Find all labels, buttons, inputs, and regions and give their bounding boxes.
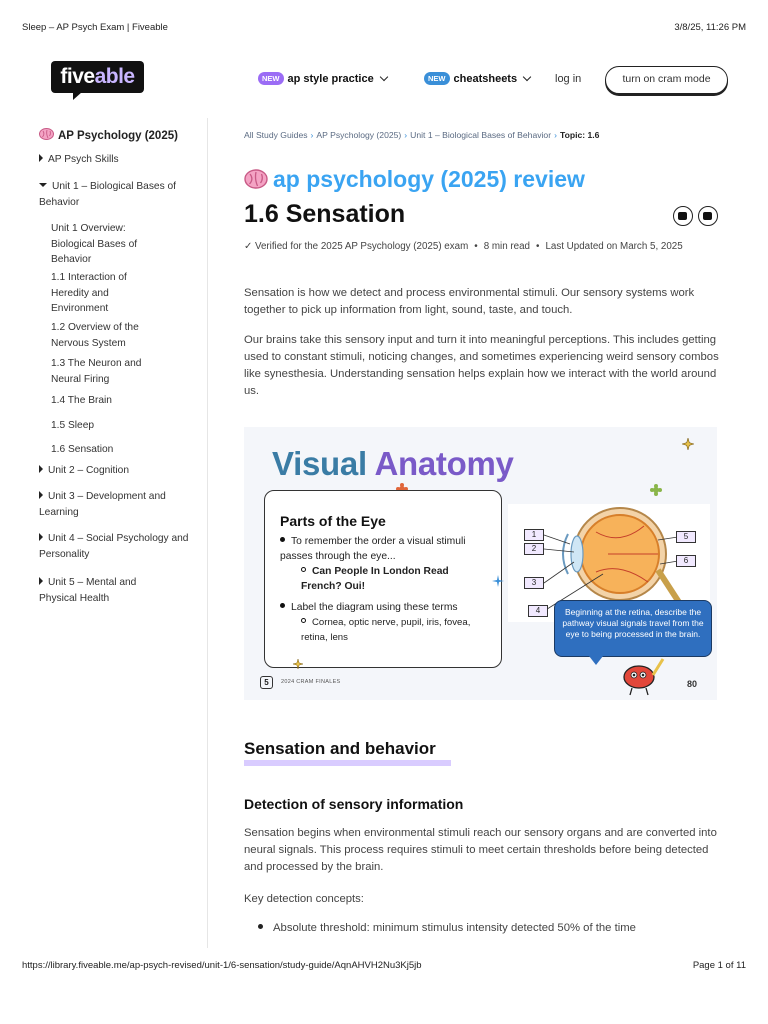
sidebar-item-label: 1.3 The Neuron and Neural Firing [51,358,142,385]
bullet-circle [301,567,306,572]
sidebar-item-label: 1.2 Overview of the Nervous System [51,322,139,349]
logo-text-five: five [60,65,95,88]
section-paragraph-1: Sensation begins when environmental stimuli reach our sensory organs and are converted into neural signals. This process requires stimuli to meet certain thresholds before being detected and processed by the brain. [244,827,717,873]
sidebar-item-1-1[interactable] [51,270,161,317]
intro-paragraph-1: Sensation is how we detect and process environmental stimuli. Our sensory systems work together to pick up information from light, sound, taste, and touch. [244,287,695,316]
visual-anatomy-figure [244,427,717,700]
sidebar-item-label: Unit 4 – Social Psychology and Personality [39,533,189,560]
heading-highlight [244,760,451,766]
section-heading: Sensation and behavior [244,739,436,758]
subject-label: ap psychology (2025) review [273,166,585,192]
sidebar-item-label: Unit 1 Overview: Biological Bases of Behavior [51,223,138,265]
downvote-button[interactable] [698,206,718,226]
diagram-label: 2 [524,543,544,555]
sidebar-item-unit4[interactable] [39,531,199,562]
sidebar-item-label: Unit 5 – Mental and Physical Health [39,577,137,604]
sidebar-item-unit3[interactable] [39,489,199,520]
breadcrumb-link[interactable]: Unit 1 – Biological Bases of Behavior [410,130,552,140]
new-badge: NEW [424,72,450,85]
figure-title [272,445,514,483]
bullet-dot [280,603,285,608]
breadcrumb-separator: › [310,130,314,140]
sidebar-item-1-2[interactable] [51,320,171,351]
sidebar-item-1-3[interactable] [51,356,171,387]
caret-right-icon [39,577,43,585]
article-meta [244,241,683,252]
print-datetime: 3/8/25, 11:26 PM [674,22,746,33]
subject-heading[interactable] [244,166,585,193]
breadcrumb-separator: › [404,130,408,140]
verified-text: Verified for the 2025 AP Psychology (2025) exam [254,241,469,252]
checkmark-icon: ✓ [244,241,253,252]
brain-icon [39,128,54,140]
top-nav [258,66,728,94]
decorative-flower-icon [650,484,662,496]
diagram-label: 3 [524,577,544,589]
mascot-icon [622,657,666,697]
figure-bullet [280,600,495,615]
decorative-star-icon [682,438,694,450]
print-header [22,22,746,36]
breadcrumb-link[interactable]: All Study Guides [244,130,308,140]
figure-bullet-text: To remember the order a visual stimuli passes through the eye... [280,536,466,562]
ap-style-practice-label: ap style practice [287,72,374,85]
decorative-sparkle-icon [492,575,504,587]
sidebar-item-label: Unit 1 – Biological Bases of Behavior [39,181,177,208]
section-paragraph-2: Key detection concepts: [244,893,364,905]
caret-down-icon [39,183,47,187]
sidebar-item-unit1[interactable] [39,179,199,210]
sidebar-item-label: Unit 3 – Development and Learning [39,491,166,518]
sidebar-item-1-5[interactable] [51,418,94,434]
chevron-down-icon [379,72,387,80]
sidebar-item-1-4[interactable] [51,393,112,409]
fiveable-mini-logo: 5 [260,676,273,689]
cheatsheets-label: cheatsheets [453,72,518,85]
parts-of-eye-title: Parts of the Eye [280,513,386,529]
breadcrumb-link[interactable]: AP Psychology (2025) [316,130,402,140]
brain-icon [244,169,268,189]
login-link[interactable]: log in [555,73,582,85]
sidebar-item-label: AP Psych Skills [48,154,119,165]
print-page-number: Page 1 of 11 [692,960,746,971]
figure-footer-text: 2024 CRAM FINALES [281,679,341,685]
caret-right-icon [39,533,43,541]
diagram-label: 5 [676,531,696,543]
sidebar-item-unit1-overview[interactable] [51,221,171,268]
sidebar-item-label: 1.5 Sleep [51,420,95,431]
sidebar-title[interactable] [39,128,178,142]
ap-style-practice-menu[interactable] [258,72,387,85]
figure-title-part-1: Visual [272,445,367,482]
last-updated: Last Updated on March 5, 2025 [545,241,683,252]
sidebar-item-label: 1.4 The Brain [51,395,112,406]
parts-of-eye-box [264,490,502,668]
figure-bullet-text: Label the diagram using these terms [291,602,458,613]
sidebar-item-unit5[interactable] [39,575,169,606]
read-time: 8 min read [483,241,530,252]
print-url: https://library.fiveable.me/ap-psych-revised/unit-1/6-sensation/study-guide/AqnAHVH2Nu3Kj5jb [22,960,422,971]
print-page-title: Sleep – AP Psych Exam | Fiveable [22,22,168,33]
sidebar-item-skills[interactable] [39,152,119,168]
sidebar-item-label: Unit 2 – Cognition [48,465,129,476]
sidebar [22,118,208,948]
retina-callout: Beginning at the retina, describe the pathway visual signals travel from the eye to being processed in the brain. [554,600,712,657]
figure-title-part-2: Anatomy [374,445,514,482]
diagram-label: 1 [524,529,544,541]
list-item-text: Absolute threshold: minimum stimulus intensity detected 50% of the time [273,922,636,934]
figure-sub-bullet-text: Can People In London Read French? Oui! [301,566,449,592]
breadcrumb-separator: › [554,130,557,140]
cram-mode-button[interactable]: turn on cram mode [605,66,728,94]
print-footer [22,960,746,974]
breadcrumb-current: Topic: 1.6 [559,130,600,140]
thumbs-down-icon [703,212,712,220]
sidebar-item-1-6[interactable] [51,442,113,458]
caret-right-icon [39,465,43,473]
upvote-button[interactable] [673,206,693,226]
decorative-star-icon [293,659,303,669]
diagram-label: 6 [676,555,696,567]
figure-page-number: 80 [687,679,698,689]
sidebar-item-unit2[interactable] [39,463,129,479]
sidebar-item-label: 1.6 Sensation [51,444,114,455]
list-item [258,922,636,934]
logo-text-able: able [94,65,135,88]
meta-separator: • [474,241,478,252]
figure-sub-bullet [301,615,491,645]
fiveable-logo[interactable] [51,61,144,93]
new-badge: NEW [258,72,284,85]
sidebar-item-label: 1.1 Interaction of Heredity and Environment [51,272,127,314]
figure-sub-bullet [301,564,486,594]
sidebar-title-label: AP Psychology (2025) [58,130,178,142]
caret-right-icon [39,154,43,162]
diagram-label: 4 [528,605,548,617]
subsection-heading: Detection of sensory information [244,796,464,812]
caret-right-icon [39,491,43,499]
cheatsheets-menu[interactable] [424,72,530,85]
bullet-dot [280,537,285,542]
intro-paragraph-2: Our brains take this sensory input and turn it into meaningful perceptions. This includes getting used to constant stimuli, noticing changes, and sometimes experiencing weird sensory combos like synesthesia. Understanding sensation helps explain how we interact with the world around us. [244,334,719,397]
bullet-dot [258,924,263,929]
figure-sub-bullet-text: Cornea, optic nerve, pupil, iris, fovea, retina, lens [301,617,471,643]
meta-separator: • [536,241,540,252]
thumbs-up-icon [678,212,687,220]
bullet-circle [301,618,306,623]
figure-bullet [280,534,485,564]
breadcrumb [244,130,599,140]
page-title: 1.6 Sensation [244,200,406,228]
chevron-down-icon [523,72,531,80]
